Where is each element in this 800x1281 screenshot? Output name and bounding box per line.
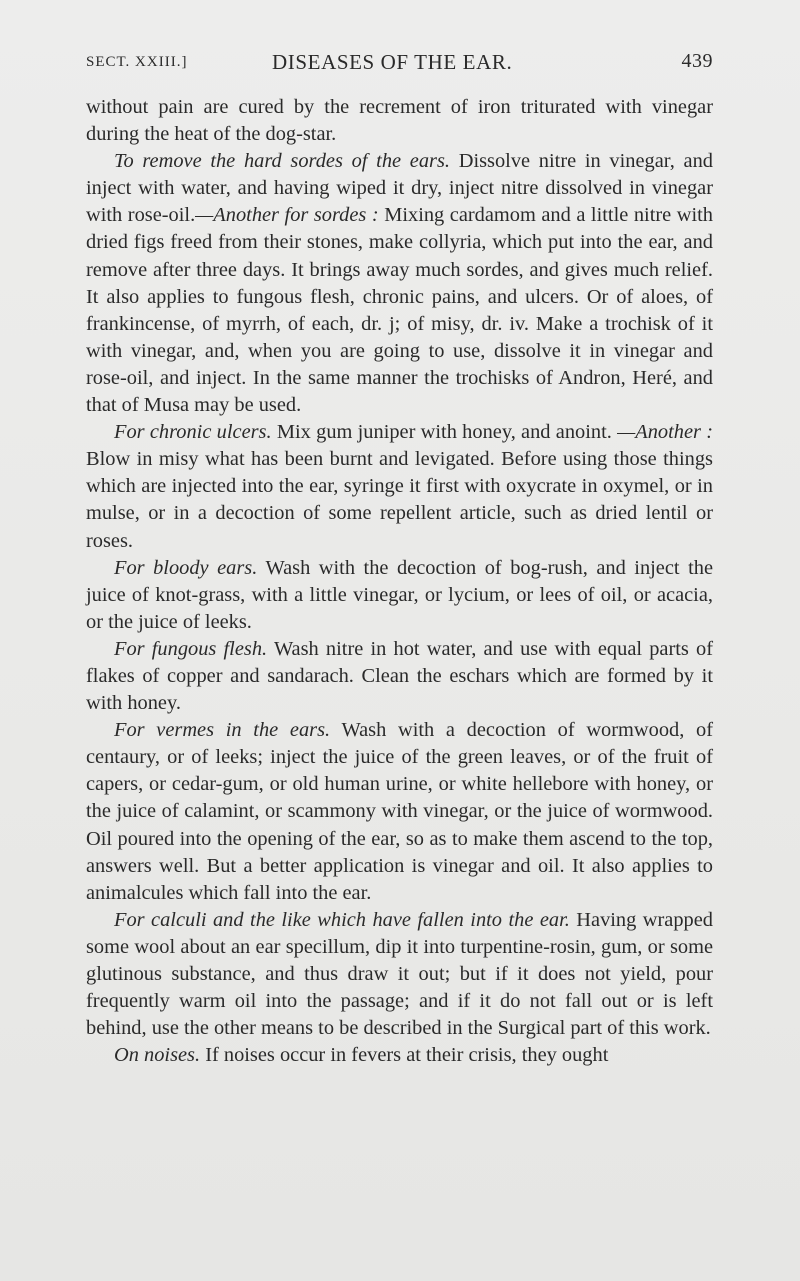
paragraph-hard-sordes [86,148,713,419]
paragraph-calculi [86,907,713,1042]
paragraph-text: Mix gum juniper with honey, and anoint. [271,421,618,444]
section-marker: SECT. XXIII.] [86,54,188,70]
paragraph-noises [86,1042,713,1069]
paragraph-heading: For bloody ears. [114,556,258,579]
paragraph-text: If noises occur in fevers at their crisis, they ought [200,1044,609,1067]
paragraph-heading: For chronic ulcers. [114,421,272,444]
paragraph-text-continued: Mixing cardamom and a little nitre with dried figs freed from their stones, make collyria, which put into the ear, and remove after three days. It brings away much sordes, and gives much relief. It also applies to fungous flesh, chronic pains, and ulcers. Or of aloes, of frankincense, of myrrh, of each, dr. j; of misy, dr. iv. Make a trochisk of it with vinegar, and, when you are going to use, dissolve it in vinegar and rose-oil, and inject. In the same manner the trochisks of Andron, Heré, and that of Musa may be used. [86,204,713,417]
running-head [86,50,713,80]
paragraph-text-continued: Blow in misy what has been burnt and levigated. Before using those things which are injected into the ear, syringe it first with oxycrate in oxymel, or in mulse, or in a decoction of some repellent article, such as dried lentil or roses. [86,448,713,552]
paragraph-heading: On noises. [114,1044,201,1067]
paragraph-heading: For fungous flesh. [114,637,268,660]
paragraph-chronic-ulcers [86,419,713,554]
paragraph-fungous-flesh [86,636,713,717]
page-number: 439 [681,50,713,72]
paragraph-heading: To remove the hard sordes of the ears. [114,150,451,173]
paragraph-continuation [86,94,713,148]
paragraph-heading: For calculi and the like which have fallen into the ear. [114,908,570,931]
paragraph-text: Dissolve nitre in vinegar, and inject with water, and having wiped it dry, inject nitre dissolved in vinegar with rose-oil. [86,150,714,227]
paragraph-subheading: —Another : [617,421,713,444]
paragraph-text: Wash with the decoction of bog-rush, and inject the juice of knot-grass, with a little vinegar, or lycium, or lees of oil, or acacia, or the juice of leeks. [86,556,713,633]
chapter-title: DISEASES OF THE EAR. [272,50,513,74]
paragraph-vermes [86,717,713,907]
paragraph-bloody-ears [86,555,713,636]
paragraph-text: without pain are cured by the recrement of iron triturated with vinegar during the heat of the dog-star. [86,96,713,146]
paragraph-heading: For vermes in the ears. [114,719,331,742]
paragraph-text: Wash with a decoction of wormwood, of centaury, or of leeks; inject the juice of the green leaves, or of the fruit of capers, or cedar-gum, or old human urine, or white hellebore with honey, or the juice of calamint, or scammony with vinegar, or the juice of wormwood. Oil poured into the opening of the ear, so as to make them ascend to the top, answers well. But a better application is vinegar and oil. It also applies to animalcules which fall into the ear. [86,719,714,904]
paragraph-text: Having wrapped some wool about an ear specillum, dip it into turpentine-rosin, gum, or some glutinous substance, and thus draw it out; but if it does not yield, pour frequently warm oil into the passage; and if it do not fall out or is left behind, use the other means to be described in the Surgical part of this work. [86,908,713,1040]
paragraph-text: Wash nitre in hot water, and use with equal parts of flakes of copper and sandarach. Clean the eschars which are formed by it with honey. [86,637,714,715]
paragraph-subheading: —Another for sordes : [195,204,379,227]
body-text [86,94,713,1069]
